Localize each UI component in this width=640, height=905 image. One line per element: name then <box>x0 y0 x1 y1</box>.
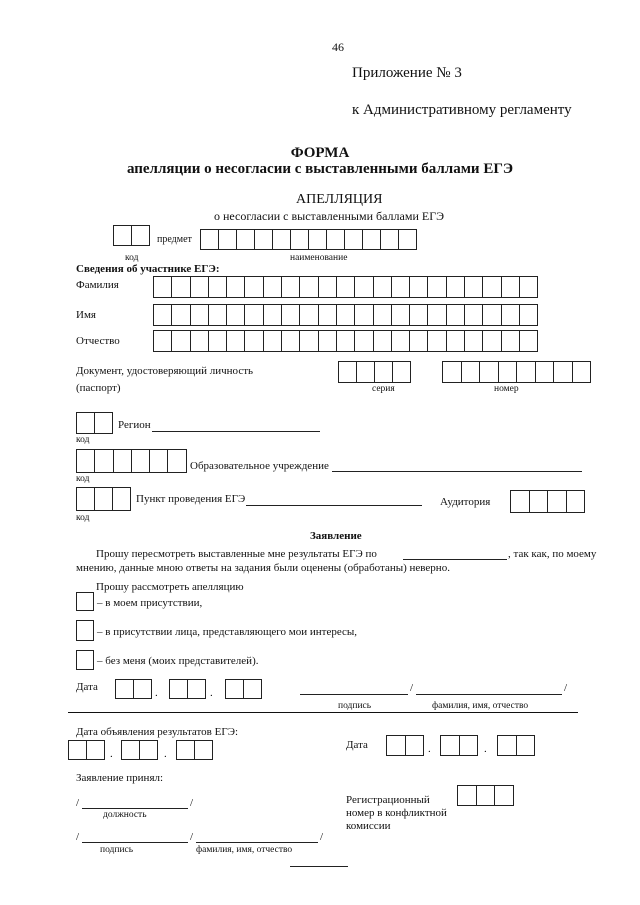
date-dot: . <box>210 687 213 699</box>
date-day-cells[interactable] <box>115 679 152 699</box>
school-line[interactable] <box>332 471 582 472</box>
results-date-day-cells[interactable] <box>68 740 105 760</box>
option-in-presence-checkbox[interactable] <box>76 592 94 611</box>
document-type: (паспорт) <box>76 382 121 394</box>
subject-code-caption: код <box>125 253 139 263</box>
fio-line[interactable] <box>416 694 562 695</box>
form-title: ФОРМА <box>290 145 350 161</box>
statement-line1-end: , так как, по моему <box>508 548 597 560</box>
acceptor-signature-line[interactable] <box>82 842 188 843</box>
exam-point-code-cells[interactable] <box>76 487 131 511</box>
office-date-day-cells[interactable] <box>386 735 424 756</box>
subject-name-caption: наименование <box>290 253 348 263</box>
auditorium-cells[interactable] <box>510 490 585 513</box>
series-caption: серия <box>372 384 395 394</box>
acceptor-fio-caption: фамилия, имя, отчество <box>196 845 293 855</box>
region-line[interactable] <box>152 431 320 432</box>
school-code-cells[interactable] <box>76 449 187 473</box>
slash: / <box>76 797 80 809</box>
auditorium-label: Аудитория <box>440 496 491 508</box>
appeal-title: АПЕЛЛЯЦИЯ <box>296 192 383 207</box>
date-dot: . <box>484 743 487 755</box>
date-year-cells[interactable] <box>225 679 262 699</box>
region-label: Регион <box>118 419 151 431</box>
slash: / <box>76 831 80 843</box>
regulation-reference: к Административному регламенту <box>352 102 572 118</box>
appendix-title: Приложение № 3 <box>352 65 462 81</box>
signature-line[interactable] <box>300 694 408 695</box>
passport-series-cells[interactable] <box>338 361 411 383</box>
number-caption: номер <box>494 384 519 394</box>
option-absent-checkbox[interactable] <box>76 650 94 670</box>
page-number: 46 <box>332 40 344 54</box>
date-dot: . <box>428 743 431 755</box>
exam-point-code-caption: код <box>76 513 90 523</box>
slash: / <box>564 682 568 694</box>
date-dot: . <box>110 748 113 760</box>
first-name-cells[interactable] <box>153 304 538 326</box>
slash: / <box>410 682 414 694</box>
date-dot: . <box>164 748 167 760</box>
option-in-presence-label: – в моем присутствии, <box>97 597 203 609</box>
slash: / <box>190 831 194 843</box>
office-date-month-cells[interactable] <box>440 735 478 756</box>
subject-label: предмет <box>157 234 192 245</box>
section-divider <box>68 712 578 713</box>
statement-line2: мнению, данные мною ответы на задания были оценены (обработаны) неверно. <box>76 562 450 574</box>
fio-caption: фамилия, имя, отчество <box>432 701 529 711</box>
patronymic-label: Отчество <box>76 335 120 347</box>
acceptor-signature-caption: подпись <box>100 845 134 855</box>
review-request: Прошу рассмотреть апелляцию <box>96 581 244 593</box>
surname-label: Фамилия <box>76 279 119 291</box>
reg-number-cells[interactable] <box>457 785 514 806</box>
subject-line[interactable] <box>403 559 507 560</box>
region-code-caption: код <box>76 435 90 445</box>
form-subtitle: апелляции о несогласии с выставленными баллами ЕГЭ <box>126 161 514 177</box>
subject-name-cells[interactable] <box>200 229 417 250</box>
position-caption: должность <box>103 810 147 820</box>
subject-code-cells[interactable] <box>113 225 150 246</box>
option-representative-label: – в присутствии лица, представляющего мои интересы, <box>97 626 358 638</box>
position-line[interactable] <box>82 808 188 809</box>
reg-number-label-1: Регистрационный <box>346 794 430 806</box>
slash: / <box>320 831 324 843</box>
results-date-month-cells[interactable] <box>121 740 158 760</box>
accepted-label: Заявление принял: <box>76 772 164 784</box>
school-code-caption: код <box>76 474 90 484</box>
signature-caption: подпись <box>338 701 372 711</box>
results-date-label: Дата объявления результатов ЕГЭ: <box>76 726 239 738</box>
passport-number-cells[interactable] <box>442 361 591 383</box>
participant-section-title: Сведения об участнике ЕГЭ: <box>76 263 220 275</box>
reg-number-label-3: комиссии <box>346 820 391 832</box>
appeal-subtitle: о несогласии с выставленными баллами ЕГЭ <box>214 209 445 223</box>
region-code-cells[interactable] <box>76 412 113 434</box>
date-label: Дата <box>76 681 98 693</box>
statement-title: Заявление <box>310 530 362 542</box>
office-date-year-cells[interactable] <box>497 735 535 756</box>
exam-point-label: Пункт проведения ЕГЭ <box>136 493 246 505</box>
patronymic-cells[interactable] <box>153 330 538 352</box>
statement-line1: Прошу пересмотреть выставленные мне результаты ЕГЭ по <box>96 548 377 560</box>
exam-point-line[interactable] <box>246 505 422 506</box>
document-label: Документ, удостоверяющий личность <box>76 365 254 377</box>
acceptor-fio-line[interactable] <box>196 842 318 843</box>
first-name-label: Имя <box>76 309 96 321</box>
office-date-label: Дата <box>346 739 368 751</box>
slash: / <box>190 797 194 809</box>
date-dot: . <box>155 687 158 699</box>
surname-cells[interactable] <box>153 276 538 298</box>
school-label: Образовательное учреждение <box>190 460 329 472</box>
reg-number-label-2: номер в конфликтной <box>346 807 447 819</box>
results-date-year-cells[interactable] <box>176 740 213 760</box>
date-month-cells[interactable] <box>169 679 206 699</box>
footer-rule <box>290 866 348 867</box>
option-absent-label: – без меня (моих представителей). <box>97 655 259 667</box>
option-representative-checkbox[interactable] <box>76 620 94 641</box>
